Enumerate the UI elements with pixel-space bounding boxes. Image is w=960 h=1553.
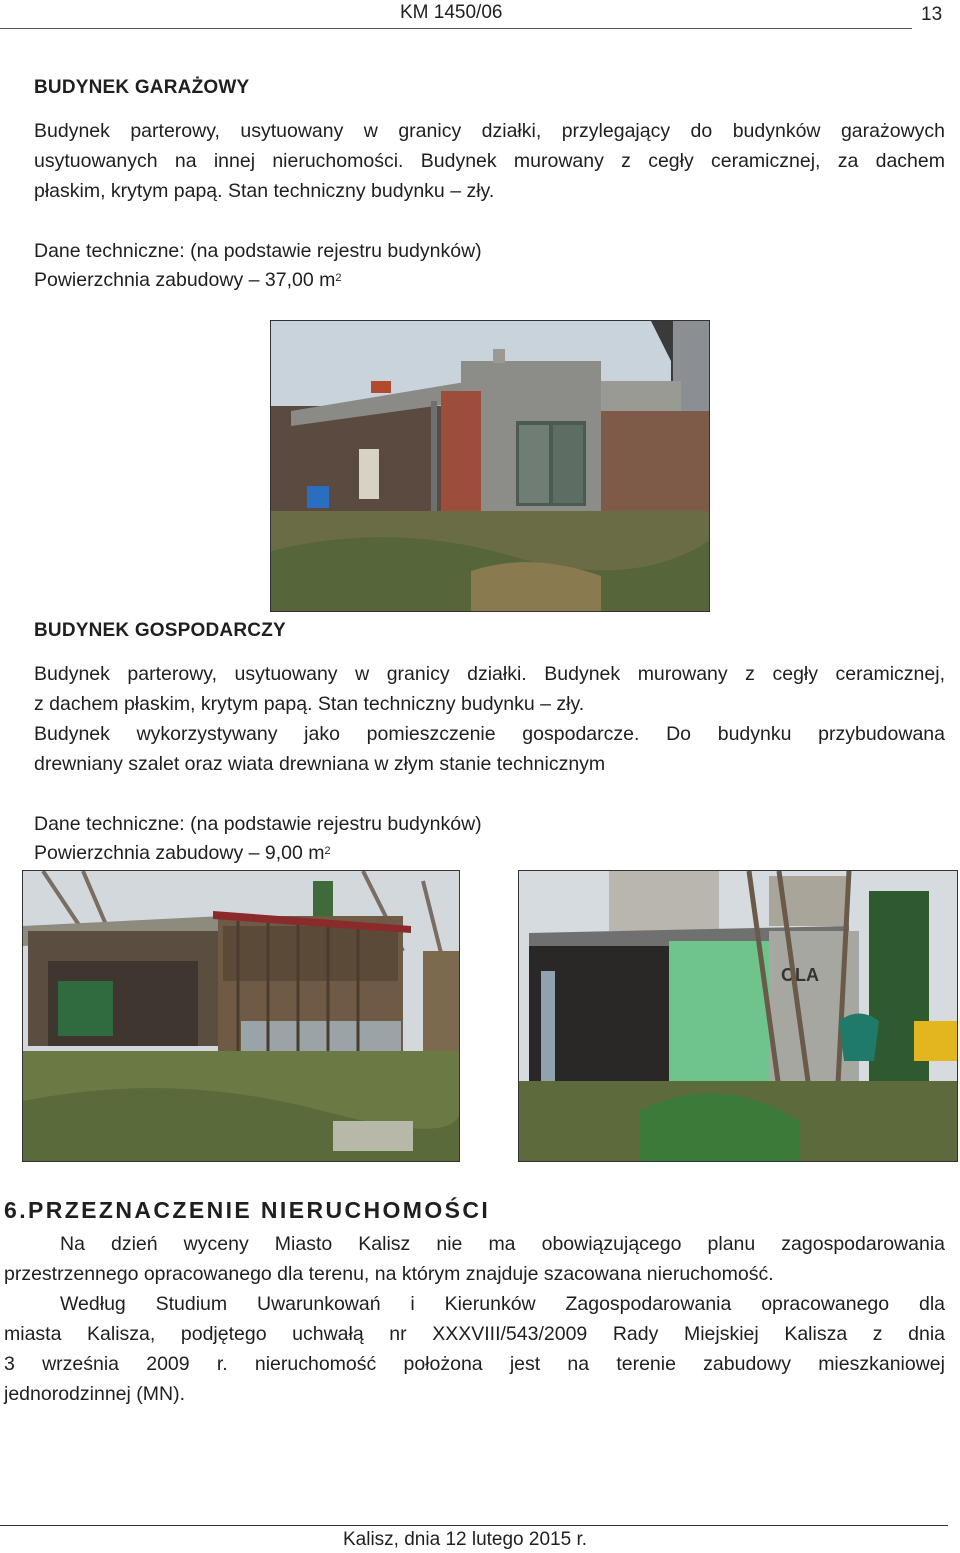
graffiti-text: OLA <box>781 965 819 985</box>
garage-photo <box>270 320 710 612</box>
garage-area-text: Powierzchnia zabudowy – 37,00 m <box>34 269 336 291</box>
garage-tech-label: Dane techniczne: <box>34 240 185 262</box>
garage-area <box>34 265 341 295</box>
garage-description-line-2: usytuowanych na innej nieruchomości. Budynek murowany z cegły ceramicznej, za dachem <box>34 150 945 172</box>
garage-description-line-1: Budynek parterowy, usytuowany w granicy działki, przylegający do budynków garażowych <box>34 120 945 142</box>
garage-description-line-3: płaskim, krytym papą. Stan techniczny budynku – zły. <box>34 180 495 202</box>
garage-tech-data <box>34 236 482 266</box>
footer-divider <box>0 1525 948 1526</box>
utility-building-photo <box>518 870 958 1162</box>
utility-description-line-3: Budynek wykorzystywany jako pomieszczenie gospodarcze. Do budynku przybudowana <box>34 723 945 745</box>
utility-tech-label: Dane techniczne: <box>34 813 185 835</box>
section-6-line-2: przestrzennego opracowanego dla terenu, na którym znajduje szacowana nieruchomość. <box>4 1263 774 1285</box>
utility-area <box>34 838 331 868</box>
section-6-heading: 6.PRZEZNACZENIE NIERUCHOMOŚCI <box>4 1197 491 1223</box>
section-6-line-6: jednorodzinnej (MN). <box>4 1383 185 1405</box>
utility-description-line-4: drewniany szalet oraz wiata drewniana w złym stanie technicznym <box>34 753 606 775</box>
section-6-line-4: miasta Kalisza, podjętego uchwałą nr XXXVIII/543/2009 Rady Miejskiej Kalisza z dnia <box>4 1323 945 1345</box>
utility-area-text: Powierzchnia zabudowy – 9,00 m <box>34 842 325 864</box>
wooden-shed-photo <box>22 870 460 1162</box>
section-6-line-3: Według Studium Uwarunkowań i Kierunków Zagospodarowania opracowanego dla <box>60 1293 945 1315</box>
utility-tech-data <box>34 809 482 839</box>
utility-description-line-1: Budynek parterowy, usytuowany w granicy działki. Budynek murowany z cegły ceramicznej, <box>34 663 945 685</box>
section-6-line-1: Na dzień wyceny Miasto Kalisz nie ma obowiązującego planu zagospodarowania <box>60 1233 945 1255</box>
garage-tech-source: (na podstawie rejestru budynków) <box>184 240 482 262</box>
utility-description-line-2: z dachem płaskim, krytym papą. Stan techniczny budynku – zły. <box>34 693 585 715</box>
footer-date: Kalisz, dnia 12 lutego 2015 r. <box>343 1529 588 1550</box>
section-6-line-5: 3 września 2009 r. nieruchomość położona jest na terenie zabudowy mieszkaniowej <box>4 1353 945 1375</box>
utility-heading: BUDYNEK GOSPODARCZY <box>34 620 286 641</box>
page-number: 13 <box>921 4 943 25</box>
utility-area-sup: 2 <box>324 845 331 857</box>
utility-tech-source: (na podstawie rejestru budynków) <box>184 813 482 835</box>
document-reference: KM 1450/06 <box>400 2 503 23</box>
garage-area-sup: 2 <box>335 272 342 284</box>
utility-building-photo-illustration <box>519 871 957 1161</box>
header-divider <box>0 28 912 29</box>
garage-photo-illustration <box>271 321 709 611</box>
garage-heading: BUDYNEK GARAŻOWY <box>34 77 250 98</box>
wooden-shed-photo-illustration <box>23 871 459 1161</box>
